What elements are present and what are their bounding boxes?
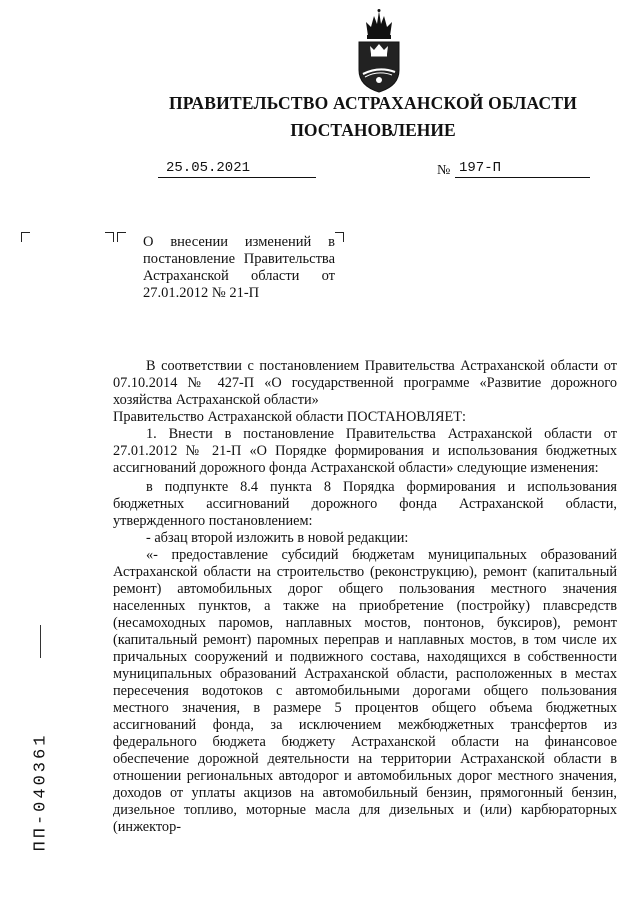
margin-corner-mark: [21, 232, 30, 242]
form-serial-number: ПП-040361: [31, 732, 51, 852]
subject-corner-mark: [335, 232, 344, 242]
subject-corner-mark: [117, 232, 126, 242]
document-number: 197-П: [455, 160, 590, 178]
preamble-paragraph: В соответствии с постановлением Правительства Астраханской области от 07.10.2014 № 427-П «О государственной программе «Развитие дорожного хозяйства Астраханской области»: [113, 358, 617, 408]
document-number-label: №: [437, 163, 451, 178]
document-subject: О внесении изменений в постановление Правительства Астраханской области от 27.01.2012 № 21-П: [143, 234, 335, 301]
document-type: ПОСТАНОВЛЕНИЕ: [290, 120, 456, 140]
org-title: ПРАВИТЕЛЬСТВО АСТРАХАНСКОЙ ОБЛАСТИ: [168, 93, 578, 113]
document-date: 25.05.2021: [158, 160, 316, 178]
amendment-intro-paragraph: - абзац второй изложить в новой редакции:: [146, 530, 409, 546]
clause-1-paragraph: 1. Внести в постановление Правительства Астраханской области от 27.01.2012 № 21-П «О Порядке формирования и использования бюджетных ассигнований дорожного фонда Астраханской области» следующие изменения:: [113, 426, 617, 476]
margin-line: [40, 625, 41, 658]
document-body: [113, 358, 617, 836]
subclause-paragraph: в подпункте 8.4 пункта 8 Порядка формирования и использования бюджетных ассигнований дорожного фонда Астраханской области, утвержденного постановлением:: [113, 479, 617, 529]
resolution-paragraph: Правительство Астраханской области ПОСТАНОВЛЯЕТ:: [113, 409, 466, 425]
coat-of-arms-icon: [354, 8, 404, 94]
amendment-text-paragraph: «- предоставление субсидий бюджетам муниципальных образований Астраханской области на строительство (реконструкцию), ремонт (капитальный ремонт) автомобильных дорог общего пользования местного значения населенных пунктов, а также на приобретение (постройку) плавсредств (несамоходных паромов, наплавных мостов, понтонов, буксиров), ремонт (капитальный ремонт) паромных переправ и наплавных мостов, в том числе их причальных сооружений и подвижного состава, находящихся в собственности муниципальных образований Астраханской области, расположенных в местах пересечения водотоков с автомобильными дорогами общего пользования местного значения, в размере 5 процентов общего объема бюджетных ассигнований фонда, за исключением межбюджетных трансфертов из федерального бюджета бюджету Астраханской области на финансовое обеспечение дорожной деятельности на территории Астраханской области в отношении региональных автодорог и автомобильных дорог местного значения, доходов от уплаты акцизов на автомобильный бензин, прямогонный бензин, дизельное топливо, моторные масла для дизельных и (или) карбюраторных (инжектор-: [113, 547, 617, 835]
subject-corner-mark: [105, 232, 114, 242]
